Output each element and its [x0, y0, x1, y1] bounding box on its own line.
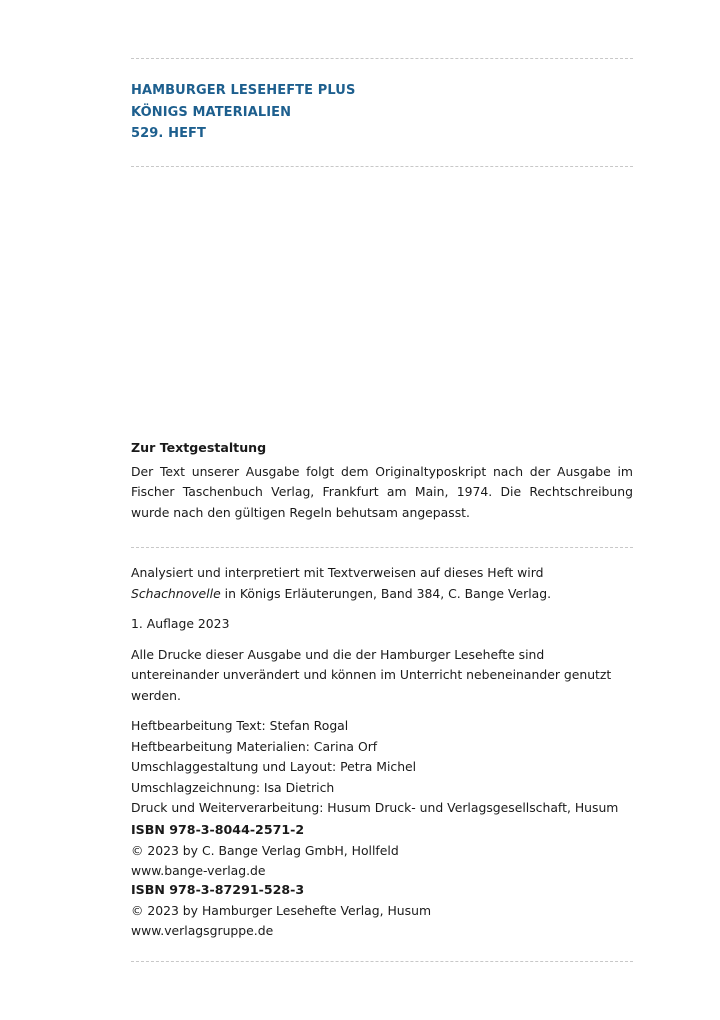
- series-line-1: HAMBURGER LESEHEFTE PLUS: [131, 83, 356, 98]
- credit-materials-editor: Heftbearbeitung Materialien: Carina Orf: [131, 738, 378, 754]
- website-bange: www.bange-verlag.de: [131, 863, 266, 878]
- credits-list: [131, 716, 633, 819]
- text-note-heading: Zur Textgestaltung: [131, 440, 267, 455]
- publisher-hamburger: [131, 880, 633, 942]
- copyright-bange: © 2023 by C. Bange Verlag GmbH, Hollfeld: [131, 842, 399, 858]
- analysis-note: [131, 563, 633, 604]
- analysis-text-post: in Königs Erläuterungen, Band 384, C. Bange Verlag.: [220, 585, 552, 601]
- text-note: [131, 438, 633, 523]
- credit-printing: Druck und Weiterverarbeitung: Husum Druck- und Verlagsgesellschaft, Husum: [131, 800, 619, 815]
- imprint-page: [131, 0, 633, 1020]
- divider-top: [131, 58, 633, 59]
- divider-series: [131, 166, 633, 167]
- edition-line: 1. Auflage 2023: [131, 616, 230, 631]
- copyright-hamburger: © 2023 by Hamburger Lesehefte Verlag, Husum: [131, 902, 432, 918]
- series-line-3: 529. HEFT: [131, 126, 207, 141]
- website-hamburger: www.verlagsgruppe.de: [131, 923, 274, 938]
- series-title: [131, 80, 355, 145]
- credit-text-editor: Heftbearbeitung Text: Stefan Rogal: [131, 718, 349, 733]
- isbn-hamburger: ISBN 978-3-87291-528-3: [131, 882, 305, 897]
- edition-info: [131, 563, 633, 819]
- divider-middle: [131, 547, 633, 548]
- credit-layout: Umschlaggestaltung und Layout: Petra Michel: [131, 759, 417, 774]
- isbn-bange: ISBN 978-3-8044-2571-2: [131, 822, 305, 837]
- text-note-body: Der Text unserer Ausgabe folgt dem Originaltyposkript nach der Ausgabe im Fischer Taschenbuch Verlag, Frankfurt am Main, 1974. Die Rechtschreibung wurde nach den gültigen Regeln behutsam angepasst.: [131, 463, 633, 520]
- publisher-bange: [131, 820, 633, 882]
- series-line-2: KÖNIGS MATERIALIEN: [131, 104, 292, 120]
- credit-cover-drawing: Umschlagzeichnung: Isa Dietrich: [131, 779, 335, 795]
- divider-bottom: [131, 961, 633, 962]
- prints-note: Alle Drucke dieser Ausgabe und die der Hamburger Lesehefte sind untereinander unverändert und können im Unterricht nebeneinander genutzt werden.: [131, 646, 612, 703]
- analysis-book-title: Schachnovelle: [131, 585, 221, 601]
- analysis-text-pre: Analysiert und interpretiert mit Textverweisen auf dieses Heft wird: [131, 565, 544, 580]
